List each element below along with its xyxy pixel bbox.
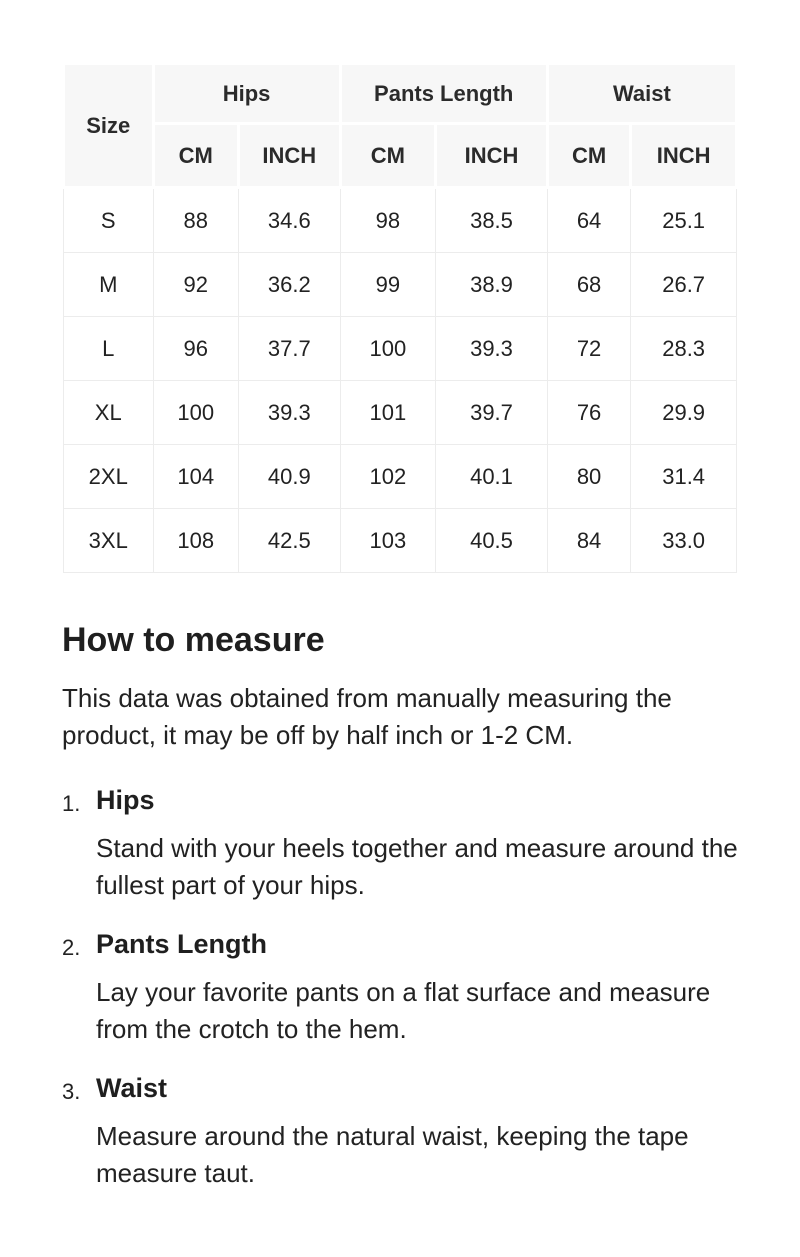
list-item-body xyxy=(96,929,738,1073)
column-header-size: Size xyxy=(64,64,154,188)
list-item-title: Waist xyxy=(96,1072,168,1103)
table-cell: 38.5 xyxy=(436,188,548,253)
list-number: 1. xyxy=(62,790,81,816)
size-label: M xyxy=(64,253,154,317)
table-cell: 100 xyxy=(340,317,436,381)
table-group-header-row xyxy=(64,64,737,124)
table-row xyxy=(64,509,737,573)
table-cell: 102 xyxy=(340,445,436,509)
list-item-text: Stand with your heels together and measure around the fullest part of your hips. xyxy=(96,832,738,901)
table-cell: 37.7 xyxy=(238,317,340,381)
table-cell: 29.9 xyxy=(631,381,737,445)
size-chart-table xyxy=(62,62,738,573)
table-cell: 25.1 xyxy=(631,188,737,253)
table-cell: 99 xyxy=(340,253,436,317)
column-group-pants-length: Pants Length xyxy=(340,64,547,124)
table-cell: 104 xyxy=(153,445,238,509)
unit-header-hips-cm: CM xyxy=(153,124,238,188)
size-label: 2XL xyxy=(64,445,154,509)
size-label: L xyxy=(64,317,154,381)
list-item-waist xyxy=(62,1073,738,1217)
size-label: 3XL xyxy=(64,509,154,573)
list-item-hips xyxy=(62,785,738,929)
table-cell: 72 xyxy=(547,317,630,381)
list-item-body xyxy=(96,1073,738,1217)
table-cell: 101 xyxy=(340,381,436,445)
table-cell: 84 xyxy=(547,509,630,573)
table-unit-header-row xyxy=(64,124,737,188)
table-row xyxy=(64,381,737,445)
table-cell: 34.6 xyxy=(238,188,340,253)
size-label: S xyxy=(64,188,154,253)
size-label: XL xyxy=(64,381,154,445)
table-cell: 80 xyxy=(547,445,630,509)
how-to-measure-heading: How to measure xyxy=(62,621,325,659)
list-item-body xyxy=(96,785,738,929)
list-item-text: Measure around the natural waist, keeping the tape measure taut. xyxy=(96,1120,689,1189)
table-cell: 28.3 xyxy=(631,317,737,381)
column-group-hips: Hips xyxy=(153,64,340,124)
list-item-title: Pants Length xyxy=(96,928,268,959)
table-cell: 76 xyxy=(547,381,630,445)
table-cell: 40.5 xyxy=(436,509,548,573)
table-cell: 108 xyxy=(153,509,238,573)
table-cell: 42.5 xyxy=(238,509,340,573)
table-cell: 39.7 xyxy=(436,381,548,445)
table-cell: 96 xyxy=(153,317,238,381)
table-cell: 38.9 xyxy=(436,253,548,317)
table-cell: 68 xyxy=(547,253,630,317)
list-number: 2. xyxy=(62,934,81,960)
table-cell: 64 xyxy=(547,188,630,253)
table-cell: 39.3 xyxy=(238,381,340,445)
table-cell: 26.7 xyxy=(631,253,737,317)
table-cell: 36.2 xyxy=(238,253,340,317)
measure-instructions-list xyxy=(62,785,738,1217)
unit-header-waist-cm: CM xyxy=(547,124,630,188)
table-row xyxy=(64,188,737,253)
column-group-waist: Waist xyxy=(547,64,736,124)
table-row xyxy=(64,445,737,509)
table-cell: 103 xyxy=(340,509,436,573)
unit-header-pants-cm: CM xyxy=(340,124,436,188)
list-number: 3. xyxy=(62,1078,81,1104)
table-cell: 40.1 xyxy=(436,445,548,509)
unit-header-hips-inch: INCH xyxy=(238,124,340,188)
list-item-text: Lay your favorite pants on a flat surface and measure from the crotch to the hem. xyxy=(96,976,711,1045)
table-cell: 98 xyxy=(340,188,436,253)
table-row xyxy=(64,253,737,317)
table-cell: 40.9 xyxy=(238,445,340,509)
table-cell: 100 xyxy=(153,381,238,445)
table-row xyxy=(64,317,737,381)
table-cell: 92 xyxy=(153,253,238,317)
table-cell: 39.3 xyxy=(436,317,548,381)
list-item-title: Hips xyxy=(96,784,155,815)
table-cell: 31.4 xyxy=(631,445,737,509)
unit-header-pants-inch: INCH xyxy=(436,124,548,188)
list-item-pants-length xyxy=(62,929,738,1073)
table-cell: 88 xyxy=(153,188,238,253)
measure-disclaimer-text: This data was obtained from manually measuring the product, it may be off by half inch or 1-2 CM. xyxy=(62,683,672,751)
unit-header-waist-inch: INCH xyxy=(631,124,737,188)
table-cell: 33.0 xyxy=(631,509,737,573)
